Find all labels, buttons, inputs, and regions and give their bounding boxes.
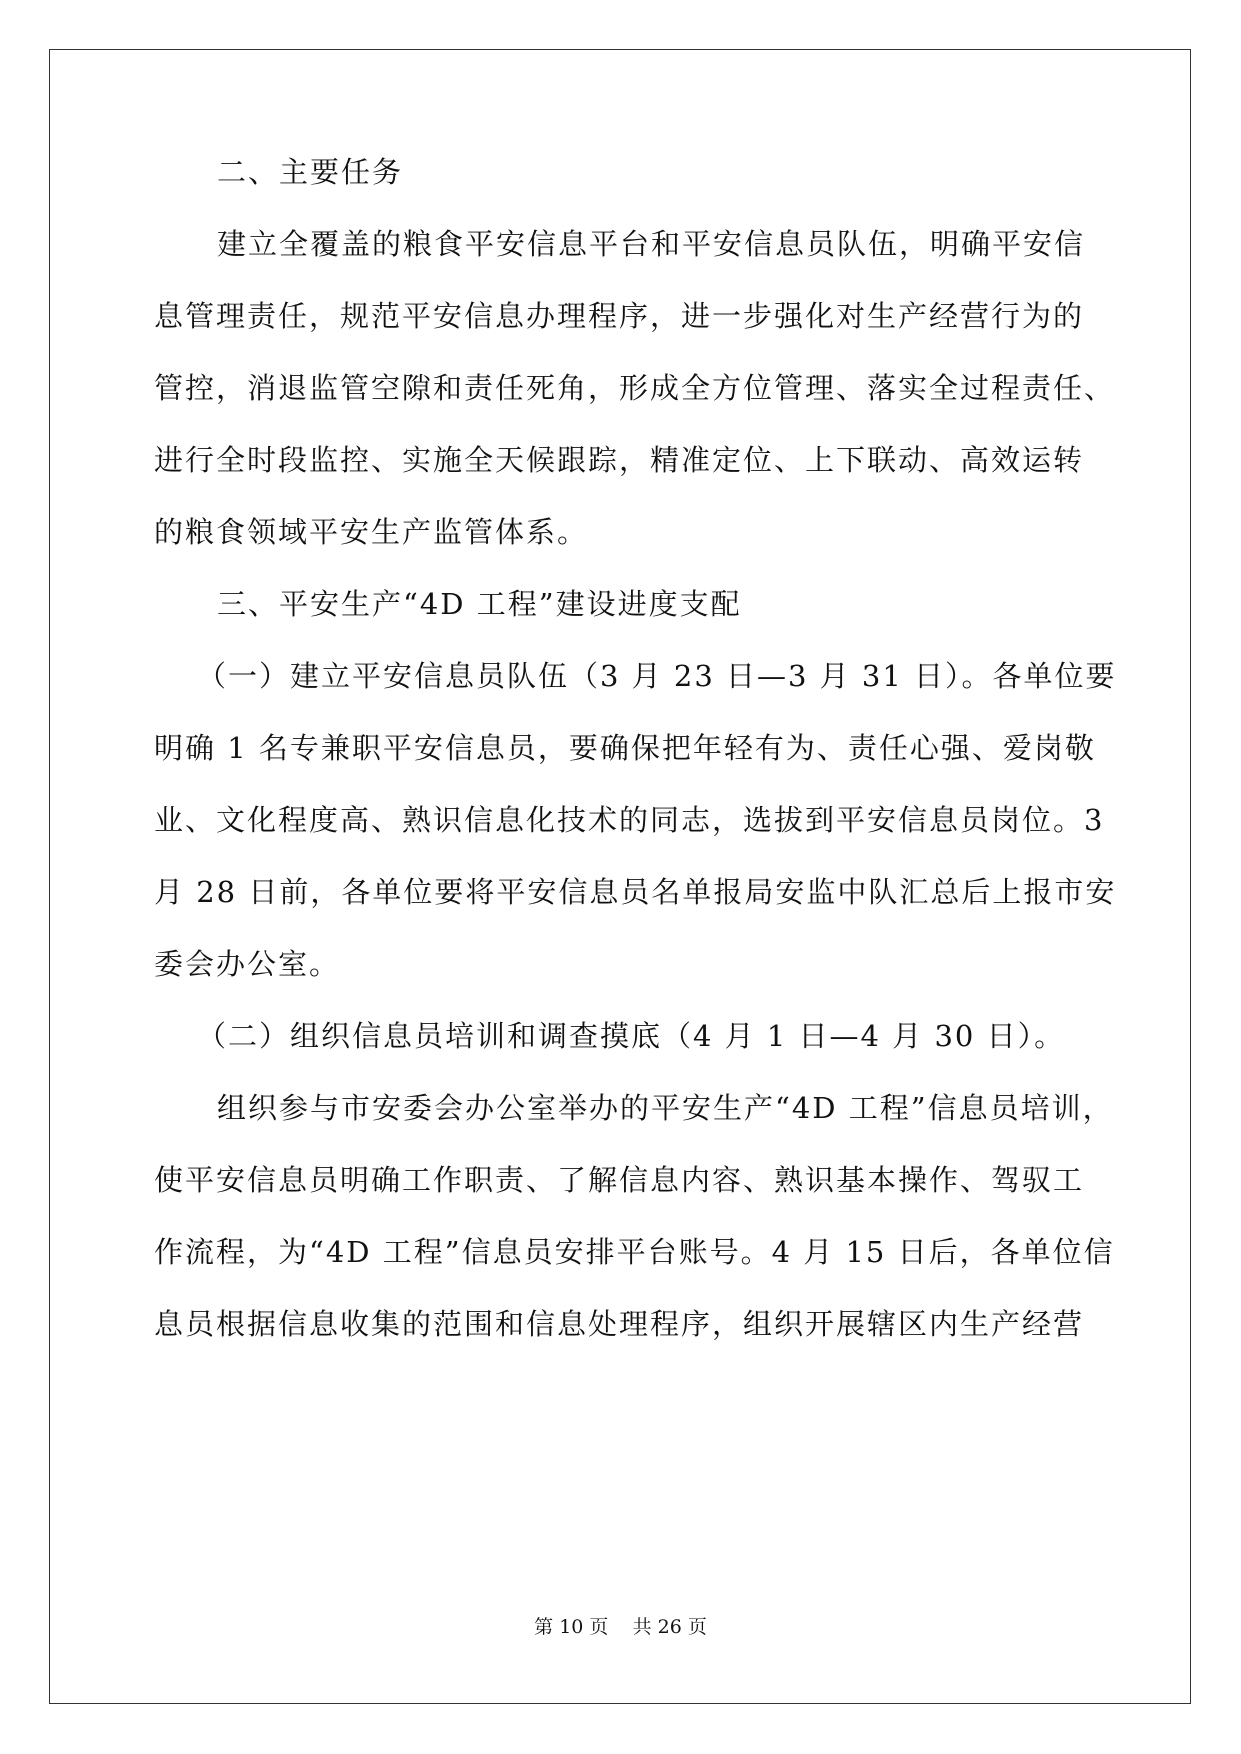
page-footer bbox=[0, 1615, 1241, 1639]
paragraph-line: 进行全时段监控、实施全天候跟踪，精准定位、上下联动、高效运转 bbox=[154, 443, 1085, 477]
section-heading-schedule: 三、平安生产“4D 工程”建设进度支配 bbox=[217, 587, 742, 621]
page-number-label: 第 10 页 共 26 页 bbox=[534, 1616, 707, 1638]
paragraph-line: 作流程，为“4D 工程”信息员安排平台账号。4 月 15 日后，各单位信 bbox=[154, 1235, 1115, 1269]
paragraph-line: 息员根据信息收集的范围和信息处理程序，组织开展辖区内生产经营 bbox=[154, 1307, 1085, 1341]
paragraph-line: 明确 1 名专兼职平安信息员，要确保把年轻有为、责任心强、爱岗敬 bbox=[154, 731, 1096, 765]
paragraph-line: （一）建立平安信息员队伍（3 月 23 日—3 月 31 日）。各单位要 bbox=[197, 659, 1117, 693]
paragraph-line: （二）组织信息员培训和调查摸底（4 月 1 日—4 月 30 日）。 bbox=[197, 1019, 1066, 1053]
paragraph-line: 使平安信息员明确工作职责、了解信息内容、熟识基本操作、驾驭工 bbox=[154, 1163, 1085, 1197]
paragraph-line: 月 28 日前，各单位要将平安信息员名单报局安监中队汇总后上报市安 bbox=[154, 875, 1117, 909]
paragraph-line: 组织参与市安委会办公室举办的平安生产“4D 工程”信息员培训， bbox=[217, 1091, 1114, 1125]
paragraph-line: 业、文化程度高、熟识信息化技术的同志，选拔到平安信息员岗位。3 bbox=[154, 803, 1105, 837]
paragraph-line: 建立全覆盖的粮食平安信息平台和平安信息员队伍，明确平安信 bbox=[217, 227, 1086, 261]
paragraph-line: 的粮食领域平安生产监管体系。 bbox=[154, 515, 589, 549]
paragraph-line: 管控，消退监管空隙和责任死角，形成全方位管理、落实全过程责任、 bbox=[154, 371, 1116, 405]
paragraph-line: 委会办公室。 bbox=[154, 947, 341, 981]
section-heading-main-tasks: 二、主要任务 bbox=[217, 155, 404, 189]
paragraph-line: 息管理责任，规范平安信息办理程序，进一步强化对生产经营行为的 bbox=[154, 299, 1085, 333]
